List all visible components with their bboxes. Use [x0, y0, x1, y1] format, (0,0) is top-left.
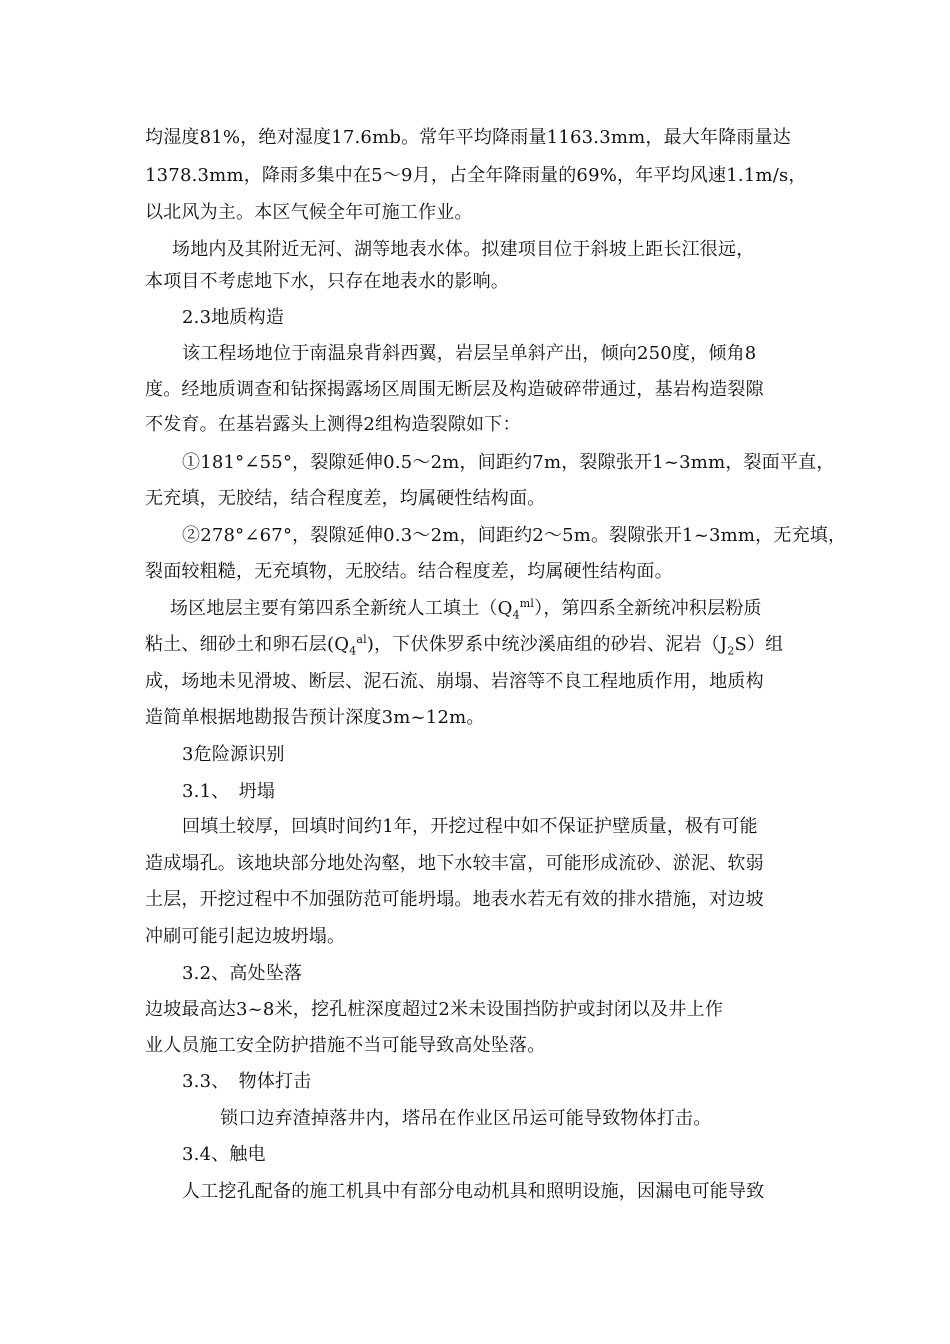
text-line: 均湿度81%，绝对湿度17.6mb。常年平均降雨量1163.3mm，最大年降雨量达 — [145, 127, 791, 148]
section-heading: 3.2、高处坠落 — [182, 963, 303, 984]
text-line: 业人员施工安全防护措施不当可能导致高处坠落。 — [145, 1035, 546, 1056]
text-line: 以北风为主。本区气候全年可施工作业。 — [145, 202, 473, 223]
subscript: 2 — [727, 644, 735, 658]
superscript: ml — [519, 597, 535, 610]
section-heading: 3.3、 物体打击 — [182, 1071, 312, 1092]
text-line: 回填土较厚，回填时间约1年，开挖过程中如不保证护壁质量，极有可能 — [182, 816, 758, 837]
text-span: 粘土、细砂土和卵石层(Q — [145, 634, 350, 655]
text-line: 成，场地未见滑坡、断层、泥石流、崩塌、岩溶等不良工程地质作用，地质构 — [145, 671, 764, 692]
section-heading: 3.4、触电 — [182, 1144, 266, 1165]
text-line: ②278°∠67°，裂隙延伸0.3～2m，间距约2～5m。裂隙张开1~3mm，无充填， — [182, 525, 847, 546]
text-line: 本项目不考虑地下水，只存在地表水的影响。 — [145, 271, 509, 292]
text-line: 1378.3mm，降雨多集中在5～9月，占全年降雨量的69%，年平均风速1.1m/s， — [145, 165, 807, 186]
subscript: 4 — [512, 608, 520, 622]
text-span: ），第四系全新统冲积层粉质 — [534, 598, 762, 619]
text-line: 造简单根据地勘报告预计深度3m~12m。 — [145, 707, 485, 728]
superscript: al — [356, 633, 367, 646]
text-line: 土层，开挖过程中不加强防范可能坍塌。地表水若无有效的排水措施，对边坡 — [145, 889, 764, 910]
text-span: S）组 — [734, 634, 784, 655]
text-line: 裂面较粗糙，无充填物，无胶结。结合程度差，均属硬性结构面。 — [145, 561, 673, 582]
text-line: 锁口边弃渣掉落井内，塔吊在作业区吊运可能导致物体打击。 — [220, 1108, 712, 1129]
text-line: 造成塌孔。该地块部分地处沟壑，地下水较丰富，可能形成流砂、淤泥、软弱 — [145, 853, 764, 874]
text-line: 该工程场地位于南温泉背斜西翼，岩层呈单斜产出，倾向250度，倾角8 — [182, 343, 757, 364]
section-heading: 3危险源识别 — [182, 744, 285, 765]
text-span: )，下伏侏罗系中统沙溪庙组的砂岩、泥岩（J — [366, 634, 728, 655]
text-line: 度。经地质调查和钻探揭露场区周围无断层及构造破碎带通过，基岩构造裂隙 — [145, 379, 764, 400]
strata-line-2 — [145, 633, 783, 657]
text-line: 人工挖孔配备的施工机具中有部分电动机具和照明设施，因漏电可能导致 — [182, 1181, 765, 1202]
text-span: 场区地层主要有第四系全新统人工填土（Q — [170, 598, 513, 619]
text-line: ①181°∠55°，裂隙延伸0.5～2m，间距约7m，裂隙张开1~3mm，裂面平直， — [182, 452, 835, 473]
text-line: 场地内及其附近无河、湖等地表水体。拟建项目位于斜坡上距长江很远， — [172, 239, 755, 260]
text-line: 边坡最高达3~8米，挖孔桩深度超过2米未设围挡防护或封闭以及井上作 — [145, 999, 724, 1020]
text-line: 无充填，无胶结，结合程度差，均属硬性结构面。 — [145, 488, 546, 509]
text-line: 冲刷可能引起边坡坍塌。 — [145, 926, 346, 947]
subscript: 4 — [349, 644, 357, 658]
section-heading: 3.1、 坍塌 — [182, 781, 276, 802]
section-heading: 2.3地质构造 — [182, 307, 285, 328]
strata-line-1 — [170, 597, 762, 621]
text-line: 不发育。在基岩露头上测得2组构造裂隙如下： — [145, 414, 521, 435]
